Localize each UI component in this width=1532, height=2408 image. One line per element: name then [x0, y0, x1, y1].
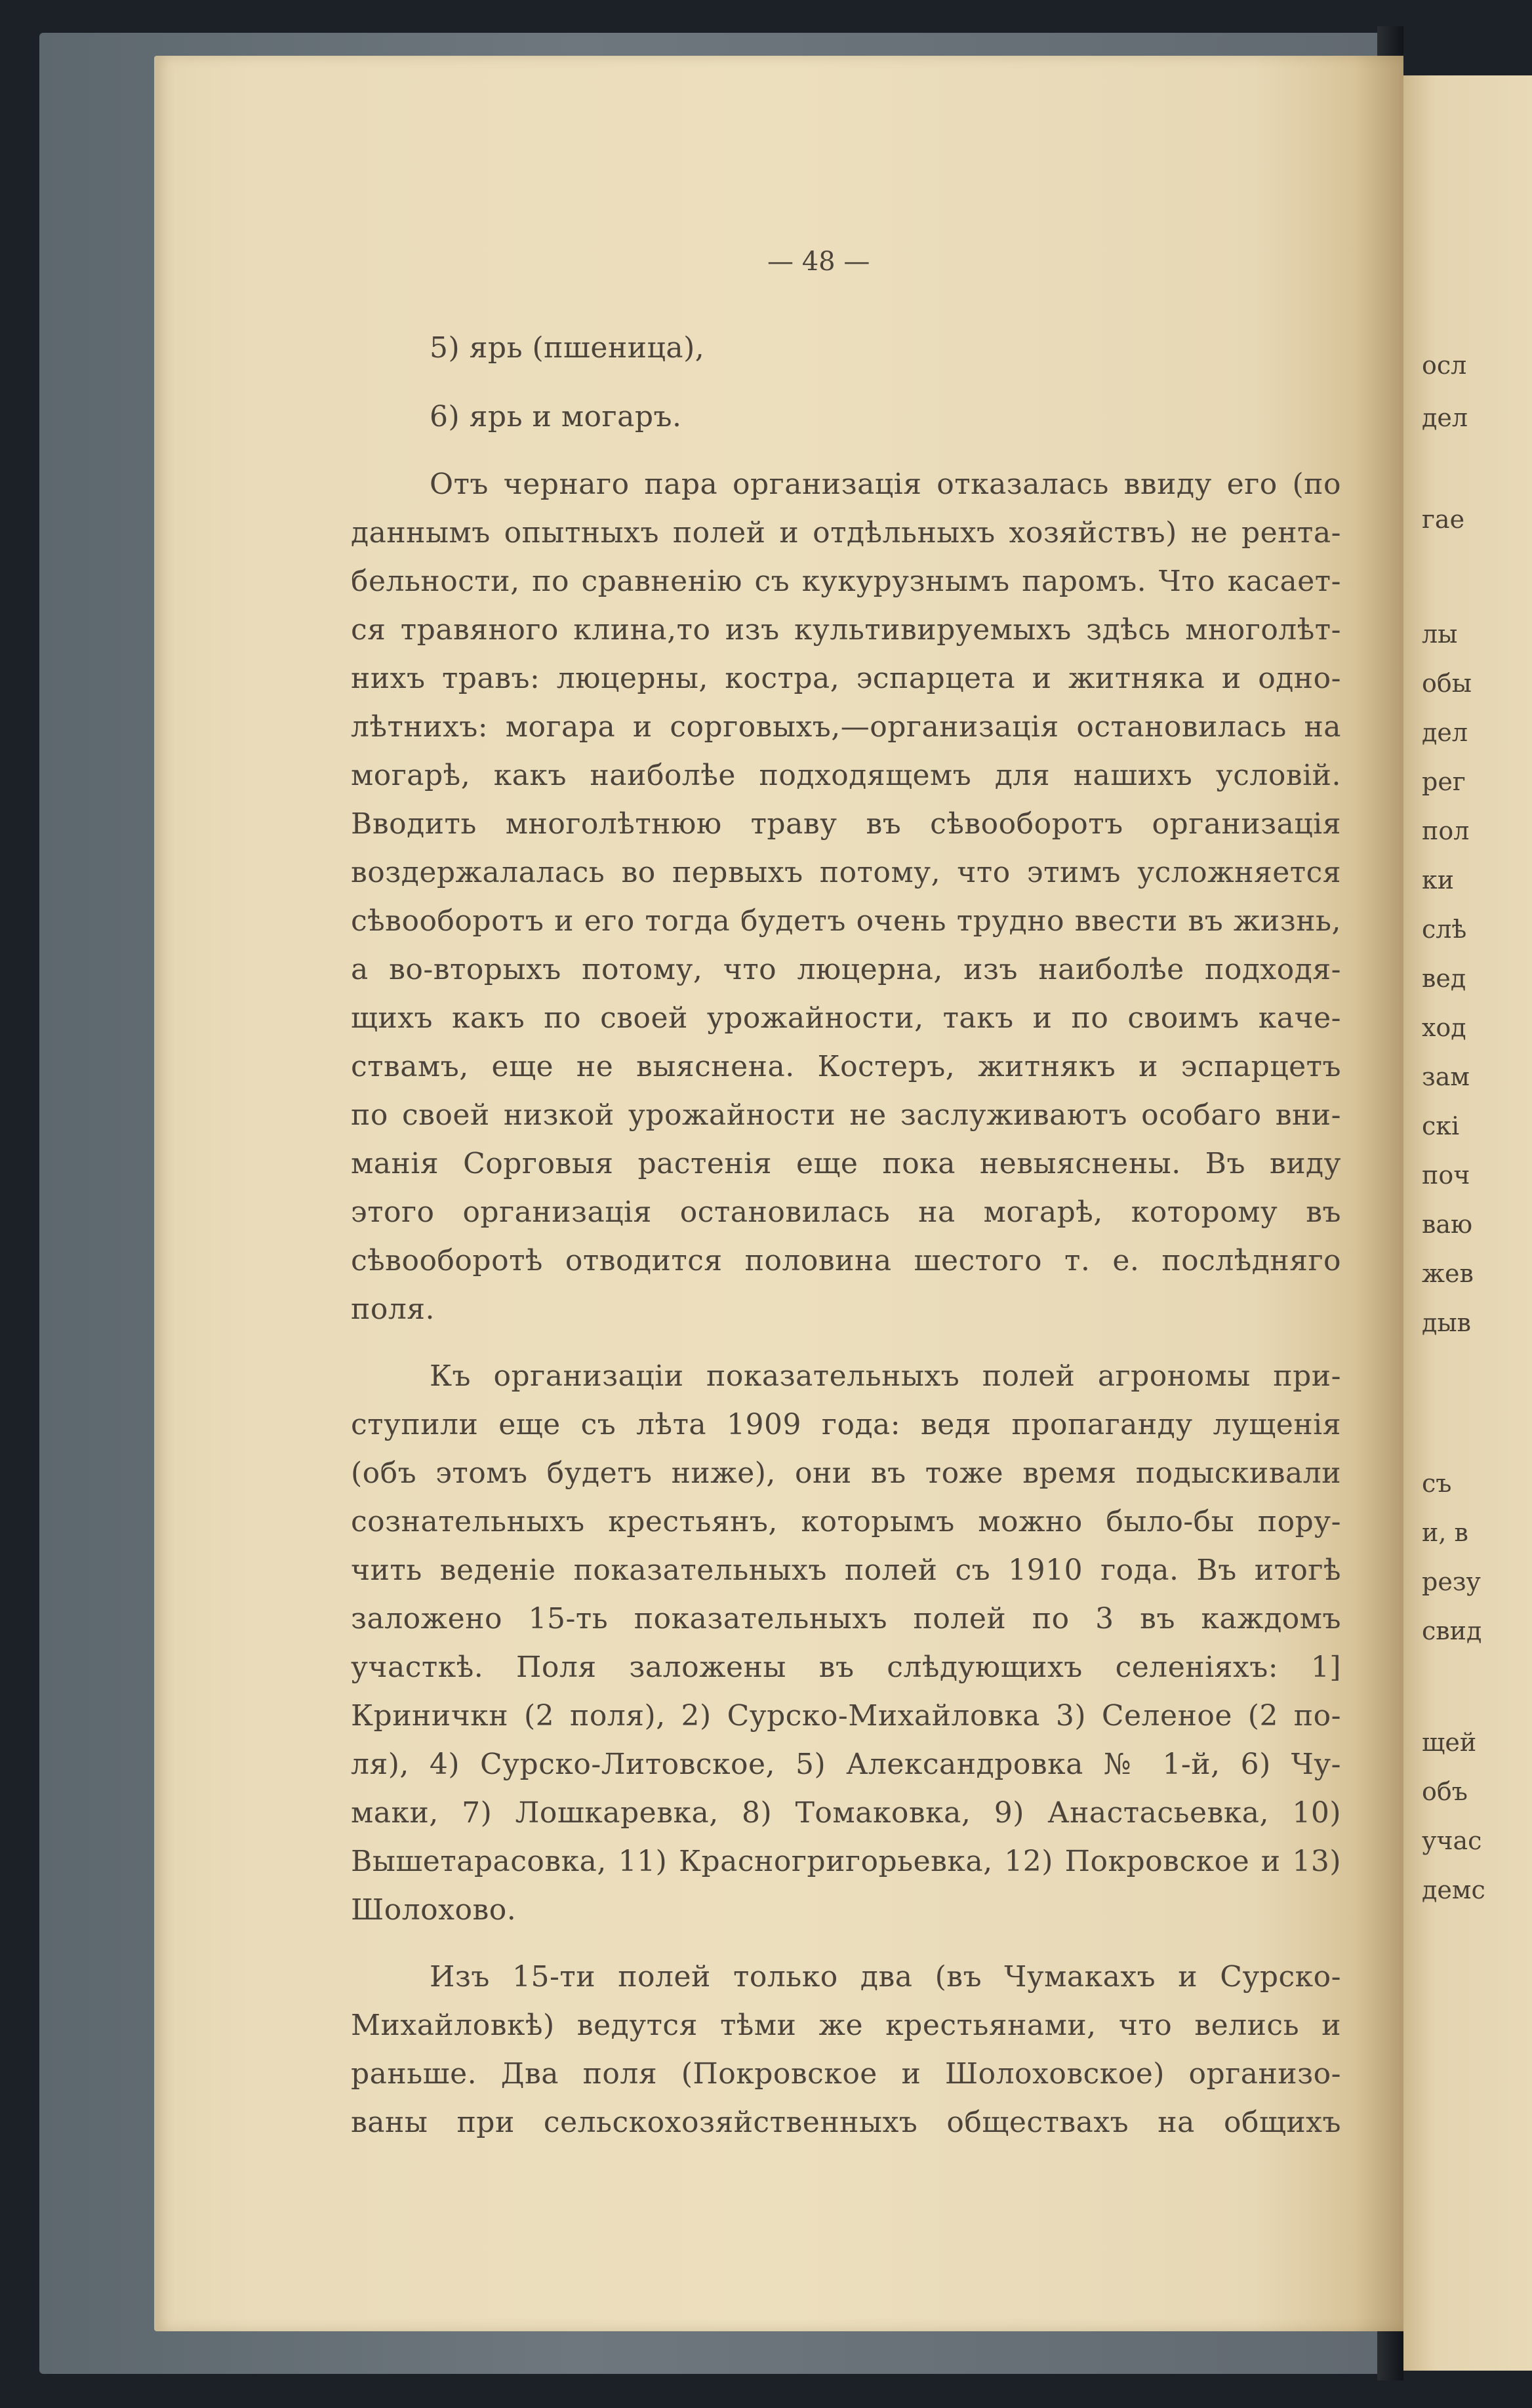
text-line: а во-вторыхъ потому, что люцерна, изъ наиболѣе подходя-	[351, 953, 1341, 986]
text-line: Изъ 15-ти полей только два (въ Чумакахъ и Сурско-	[430, 1960, 1341, 1994]
text-line: маки, 7) Лошкаревка, 8) Томаковка, 9) Анастасьевка, 10)	[351, 1796, 1341, 1830]
text-line: по своей низкой урожайности не заслуживаютъ особаго вни-	[351, 1098, 1341, 1132]
list-item: 5) ярь (пшеница),	[430, 331, 705, 365]
text-line: Къ организаціи показательныхъ полей агрономы при-	[430, 1359, 1341, 1393]
text-line: бельности, по сравненію съ кукурузнымъ паромъ. Что касает-	[351, 565, 1341, 598]
adjacent-page-fragment: съ	[1422, 1469, 1452, 1498]
adjacent-page	[1403, 75, 1532, 2371]
text-line: Криничкн (2 поля), 2) Сурско-Михайловка 3) Селеное (2 по-	[351, 1699, 1341, 1733]
adjacent-page-fragment: дел	[1422, 718, 1468, 747]
text-line: лѣтнихъ: могара и сорговыхъ,—организація остановилась на	[351, 710, 1341, 744]
text-line: щихъ какъ по своей урожайности, такъ и по своимъ каче-	[351, 1001, 1341, 1035]
adjacent-page-fragment: гае	[1422, 505, 1465, 534]
adjacent-page-fragment: рег	[1422, 767, 1466, 796]
text-line: Вводить многолѣтнюю траву въ сѣвооборотъ организація	[351, 807, 1341, 841]
text-line: Вышетарасовка, 11) Красногригорьевка, 12) Покровское и 13)	[351, 1845, 1341, 1878]
text-line: ваны при сельскохозяйственныхъ обществахъ на общихъ	[351, 2106, 1341, 2139]
text-line: поля.	[351, 1293, 435, 1326]
text-line: участкѣ. Поля заложены въ слѣдующихъ селеніяхъ: 1]	[351, 1651, 1341, 1684]
adjacent-page-fragment: щей	[1422, 1728, 1477, 1757]
text-line: Михайловкѣ) ведутся тѣми же крестьянами, что велись и	[351, 2009, 1341, 2042]
text-line: даннымъ опытныхъ полей и отдѣльныхъ хозяйствъ) не рента-	[351, 516, 1341, 550]
text-line: нихъ травъ: люцерны, костра, эспарцета и житняка и одно-	[351, 662, 1341, 695]
adjacent-page-fragment: пол	[1422, 816, 1470, 845]
adjacent-page-fragment: ваю	[1422, 1210, 1473, 1239]
adjacent-page-fragment: лы	[1422, 620, 1458, 649]
page-number: — 48 —	[767, 247, 870, 277]
text-line: ля), 4) Сурско-Литовское, 5) Александровка № 1-й, 6) Чу-	[351, 1748, 1341, 1781]
adjacent-page-fragment: скі	[1422, 1112, 1460, 1140]
text-line: сознательныхъ крестьянъ, которымъ можно было-бы пору-	[351, 1505, 1341, 1538]
text-line: (объ этомъ будетъ ниже), они въ тоже время подыскивали	[351, 1456, 1341, 1490]
adjacent-page-fragment: слѣ	[1422, 915, 1467, 944]
text-line: Отъ чернаго пара организація отказалась ввиду его (по	[430, 468, 1341, 501]
text-line: этого организація остановилась на могарѣ, которому въ	[351, 1195, 1341, 1229]
adjacent-page-fragment: дыв	[1422, 1308, 1472, 1337]
adjacent-page-fragment: осл	[1422, 351, 1467, 380]
adjacent-page-fragment: демс	[1422, 1876, 1485, 1904]
adjacent-page-fragment: объ	[1422, 1777, 1468, 1806]
text-line: манія Сорговыя растенія еще пока невыяснены. Въ виду	[351, 1147, 1341, 1180]
text-line: сѣвооборотѣ отводится половина шестого т. е. послѣдняго	[351, 1244, 1341, 1277]
adjacent-page-fragment: и, в	[1422, 1518, 1468, 1547]
text-line: могарѣ, какъ наиболѣе подходящемъ для нашихъ условій.	[351, 759, 1341, 792]
text-line: заложено 15-ть показательныхъ полей по 3 въ каждомъ	[351, 1602, 1341, 1635]
adjacent-page-fragment: обы	[1422, 669, 1472, 698]
list-item: 6) ярь и могаръ.	[430, 400, 682, 433]
adjacent-page-fragment: жев	[1422, 1259, 1474, 1288]
text-line: сѣвооборотъ и его тогда будетъ очень трудно ввести въ жизнь,	[351, 904, 1341, 938]
adjacent-page-fragment: дел	[1422, 403, 1468, 432]
text-line: ствамъ, еще не выяснена. Костеръ, житнякъ и эспарцетъ	[351, 1050, 1341, 1083]
adjacent-page-fragment: ход	[1422, 1013, 1466, 1042]
text-line: Шолохово.	[351, 1893, 517, 1927]
text-line: раньше. Два поля (Покровское и Шолоховское) организо-	[351, 2057, 1341, 2091]
adjacent-page-fragment: вед	[1422, 964, 1466, 993]
adjacent-page-fragment: зам	[1422, 1062, 1470, 1091]
adjacent-page-fragment: учас	[1422, 1826, 1482, 1855]
text-line: воздержалалась во первыхъ потому, что этимъ усложняется	[351, 856, 1341, 889]
adjacent-page-fragment: свид	[1422, 1616, 1482, 1645]
text-line: ся травяного клина,то изъ культивируемыхъ здѣсь многолѣт-	[351, 613, 1341, 647]
text-line: ступили еще съ лѣта 1909 года: ведя пропаганду лущенія	[351, 1408, 1341, 1441]
text-line: чить веденіе показательныхъ полей съ 1910 года. Въ итогѣ	[351, 1554, 1341, 1587]
adjacent-page-fragment: резу	[1422, 1567, 1481, 1596]
adjacent-page-fragment: поч	[1422, 1161, 1470, 1190]
adjacent-page-fragment: ки	[1422, 866, 1455, 894]
